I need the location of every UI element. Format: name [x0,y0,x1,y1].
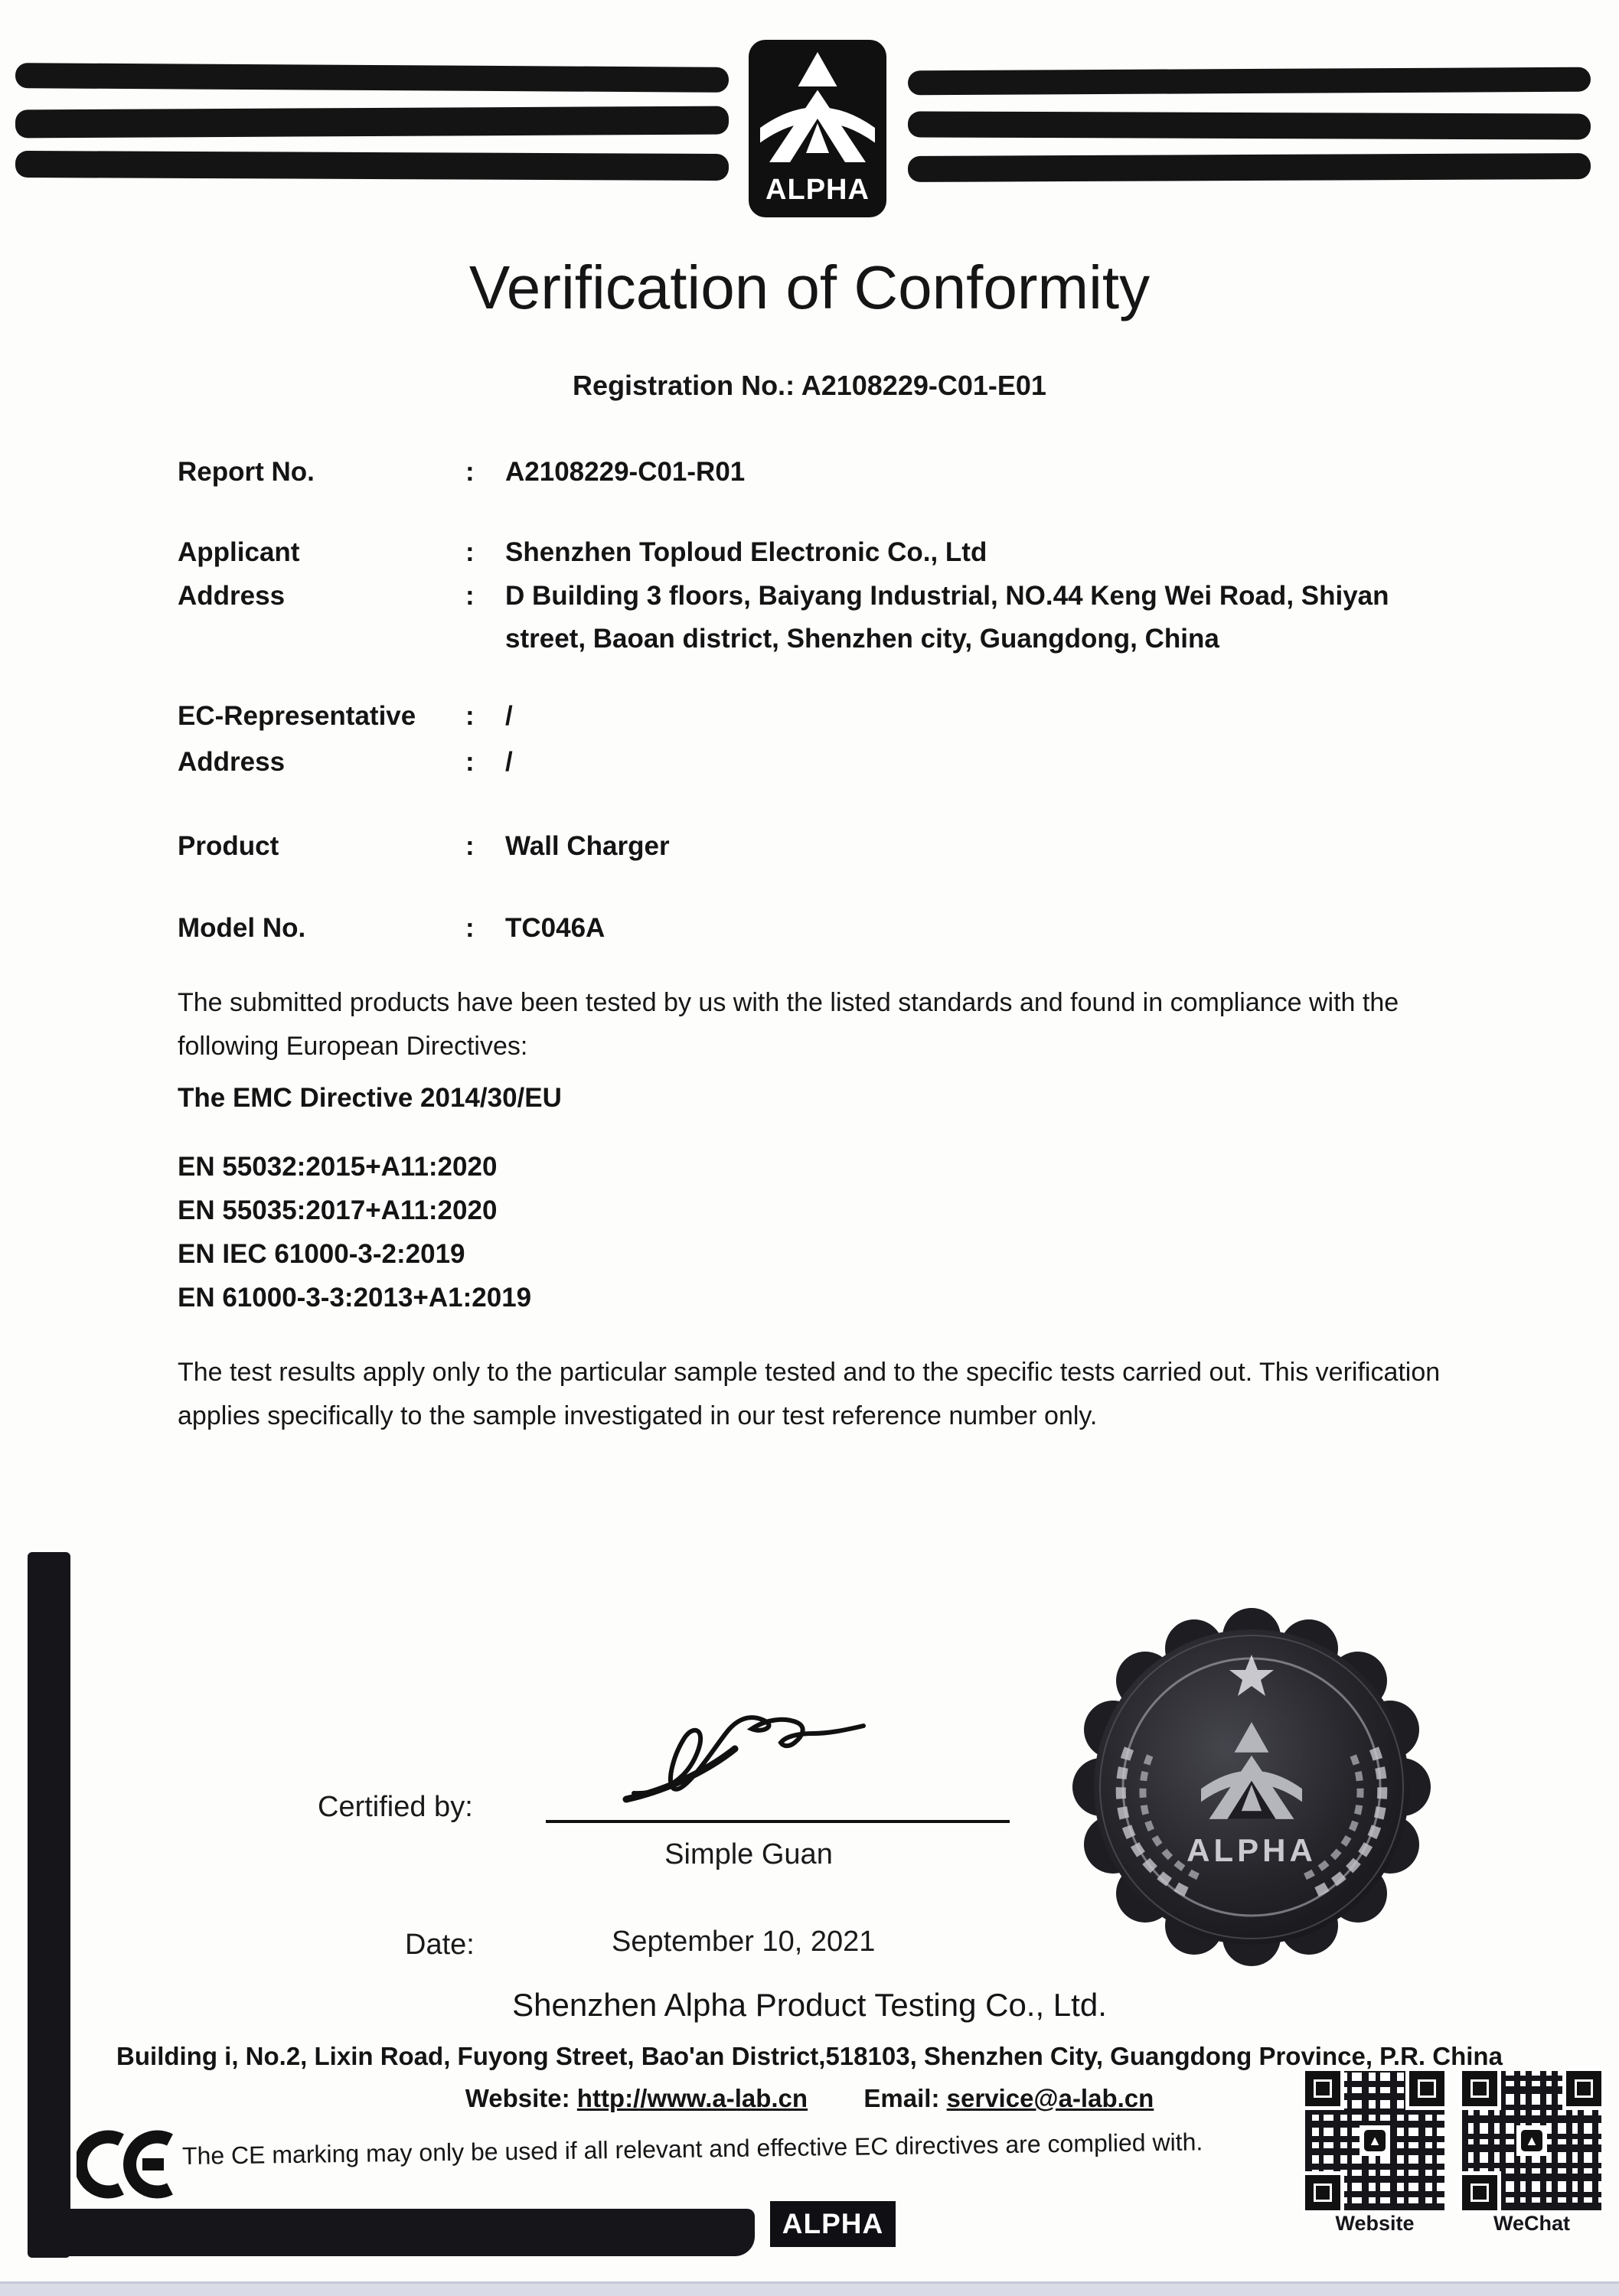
page-title: Verification of Conformity [468,253,1151,321]
qr-wechat-label: WeChat [1493,2212,1570,2235]
field-colon: : [465,913,475,943]
signature-line [546,1820,1010,1823]
standards-list [178,1145,531,1319]
ce-mark-icon [77,2126,176,2203]
qr-finder-icon [1462,2071,1497,2106]
field-label: Report No. [178,457,315,487]
bottom-border-bar [28,2209,755,2256]
registration-number: Registration No.: A2108229-C01-E01 [573,370,1046,401]
signer-name: Simple Guan [664,1838,833,1870]
field-colon: : [465,457,475,487]
field-row-applicant [178,531,987,574]
date-label: Date: [405,1929,475,1961]
qr-finder-icon [1409,2071,1444,2106]
left-border-bar [28,1552,70,2258]
field-label: EC-Representative [178,701,416,731]
qr-center-logo-icon: ▲ [1516,2125,1547,2156]
standard-item: EN IEC 61000-3-2:2019 [178,1239,465,1269]
ce-statement: The CE marking may only be used if all relevant and effective EC directives are complied with. [181,2128,1203,2170]
field-label: Applicant [178,537,300,567]
qr-center-logo-icon: ▲ [1360,2125,1390,2156]
seal-brand-text: ALPHA [1187,1832,1317,1868]
field-row-ec-representative [178,695,513,738]
signature-scribble [620,1703,880,1818]
header-stripe [908,153,1591,182]
certified-by-label: Certified by: [318,1791,473,1823]
field-label: Address [178,747,286,777]
website-label: Website: [465,2084,570,2112]
header-stripe [908,67,1591,96]
email-label: Email: [863,2084,940,2112]
standard-item: EN 61000-3-3:2013+A1:2019 [178,1283,532,1313]
field-value: Wall Charger [505,831,670,861]
date-value: September 10, 2021 [612,1926,876,1958]
header-stripe [15,63,729,93]
qr-finder-icon [1462,2175,1497,2210]
compliance-intro: The submitted products have been tested by us with the listed standards and found in compliance with the following European Directives: [178,988,1399,1061]
website-link[interactable]: http://www.a-lab.cn [576,2084,808,2112]
company-name: Shenzhen Alpha Product Testing Co., Ltd. [512,1987,1107,2023]
qr-finder-icon [1305,2071,1340,2106]
alpha-logo [749,40,886,217]
field-colon: : [465,581,475,611]
field-colon: : [465,831,475,861]
company-address: Building i, No.2, Lixin Road, Fuyong Street, Bao'an District,518103, Shenzhen City, Guangdong Province, P.R. China [116,2042,1503,2070]
field-value: D Building 3 floors, Baiyang Industrial, NO.44 Keng Wei Road, Shiyan street, Baoan district, Shenzhen city, Guangdong, China [505,581,1389,654]
field-colon: : [465,537,475,567]
directive-heading: The EMC Directive 2014/30/EU [178,1083,562,1113]
field-value: TC046A [505,913,605,943]
footer-alpha-text: ALPHA [782,2208,884,2239]
header-stripe [908,111,1591,139]
field-label: Address [178,581,286,611]
email-link[interactable]: service@a-lab.cn [946,2084,1154,2112]
footer-alpha-badge [770,2201,896,2247]
standard-item: EN 55032:2015+A11:2020 [178,1152,498,1182]
wechat-qr-code [1462,2071,1601,2210]
field-label: Model No. [178,913,306,943]
field-value: / [505,701,513,731]
field-row-ec-address [178,741,513,784]
alpha-seal [1072,1607,1431,1967]
field-row-applicant-address [178,575,1408,660]
header-stripe [15,151,729,181]
header-stripe [15,106,729,139]
field-row-report-no [178,451,745,494]
alpha-logo-text: ALPHA [765,174,870,206]
field-row-model-no [178,907,605,950]
standard-item: EN 55035:2017+A11:2020 [178,1195,498,1225]
qr-website-label: Website [1335,2212,1415,2235]
field-label: Product [178,831,279,861]
field-value: A2108229-C01-R01 [505,457,746,487]
scan-edge-band [0,2281,1619,2296]
field-value: Shenzhen Toploud Electronic Co., Ltd [505,537,987,567]
field-colon: : [465,747,475,777]
qr-finder-icon [1566,2071,1601,2106]
disclaimer-paragraph: The test results apply only to the particular sample tested and to the specific tests carried out. This verification applies specifically to the sample investigated in our test reference number only. [178,1358,1441,1430]
field-row-product [178,825,670,868]
alpha-mountain-icon [760,52,875,162]
field-colon: : [465,701,475,731]
website-qr-code [1305,2071,1444,2210]
qr-finder-icon [1305,2175,1340,2210]
field-value: / [505,747,513,777]
